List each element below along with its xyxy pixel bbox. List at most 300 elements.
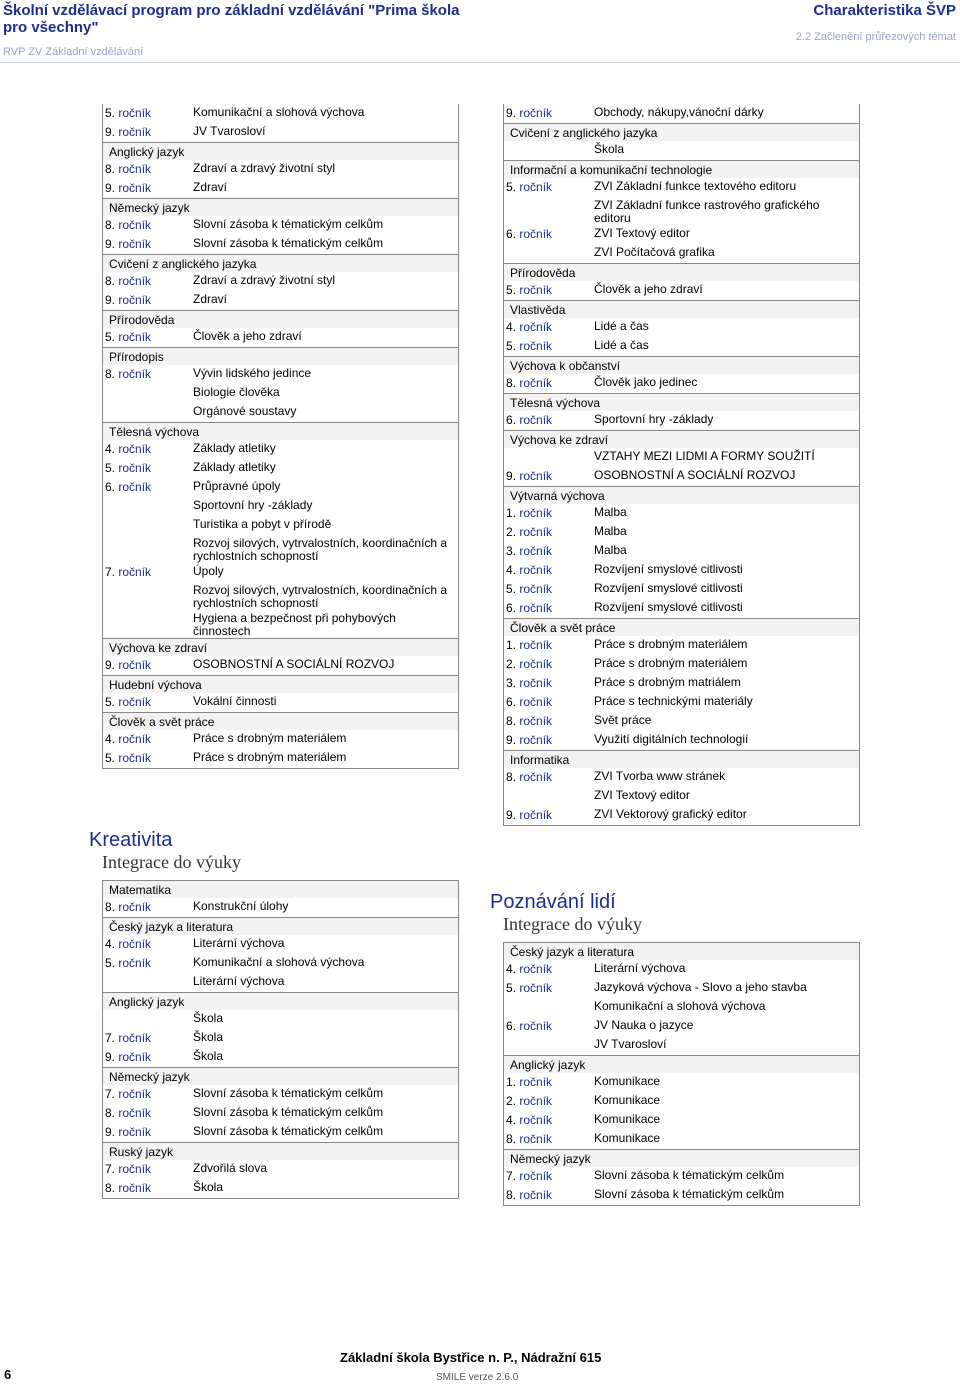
table-row [504, 281, 859, 300]
grade-cell [105, 565, 151, 579]
grade-number: 9. [105, 658, 119, 672]
grade-number: 8. [506, 1132, 520, 1146]
subject-header [504, 356, 859, 374]
table-row [504, 1017, 859, 1036]
topic-cell: VZTAHY MEZI LIDMI A FORMY SOUŽITÍ [594, 449, 815, 463]
table-row [504, 712, 859, 731]
topic-cell: OSOBNOSTNÍ A SOCIÁLNÍ ROZVOJ [193, 657, 395, 671]
table-row [504, 197, 859, 225]
grade-unit: ročník [118, 237, 152, 251]
grade-number: 8. [506, 714, 520, 728]
table-row [103, 516, 458, 535]
grade-unit: ročník [118, 956, 152, 970]
grade-cell [506, 676, 552, 690]
topic-cell: Komunikační a slohová výchova [193, 105, 365, 119]
topic-cell: Člověk a jeho zdraví [594, 282, 703, 296]
grade-number: 9. [105, 237, 119, 251]
grade-unit: ročník [519, 638, 553, 652]
grade-number: 4. [506, 962, 520, 976]
grade-cell [506, 1169, 552, 1183]
table-row [504, 1186, 859, 1205]
topic-cell: Škola [193, 1011, 224, 1025]
subject-label: Anglický jazyk [109, 145, 185, 159]
topic-cell: Biologie člověka [193, 385, 280, 399]
grade-cell [105, 751, 151, 765]
grade-number: 7. [105, 565, 119, 579]
topic-cell: Práce s technickými materiály [594, 694, 753, 708]
topic-cell: Práce s drobným materiálem [594, 637, 748, 651]
subject-label: Anglický jazyk [109, 995, 185, 1009]
table-row [103, 478, 458, 497]
table-row [504, 1111, 859, 1130]
subject-header [504, 750, 859, 768]
grade-number: 8. [105, 1106, 119, 1120]
grade-unit: ročník [118, 695, 152, 709]
grade-cell [105, 900, 151, 914]
grade-number: 9. [506, 469, 520, 483]
topic-cell: Zdvořilá slova [193, 1161, 268, 1175]
grade-number: 5. [105, 461, 119, 475]
grade-unit: ročník [519, 1075, 553, 1089]
subject-label: Cvičení z anglického jazyka [109, 257, 257, 271]
subject-header [103, 1067, 458, 1085]
grade-cell [105, 162, 151, 176]
topic-cell: Malba [594, 505, 627, 519]
grade-number: 6. [506, 1019, 520, 1033]
subject-header [103, 638, 458, 656]
grade-cell [506, 283, 552, 297]
table-row [103, 384, 458, 403]
table-row [504, 178, 859, 197]
table-row [103, 1104, 458, 1123]
grade-unit: ročník [118, 732, 152, 746]
grade-number: 7. [105, 1162, 119, 1176]
topic-cell: Komunikační a slohová výchova [193, 955, 365, 969]
grade-unit: ročník [118, 106, 152, 120]
table-row [504, 504, 859, 523]
topic-cell: Slovní zásoba k tématickým celkům [193, 217, 384, 231]
subject-header [103, 992, 458, 1010]
table-row [103, 123, 458, 142]
grade-unit: ročník [519, 733, 553, 747]
table-row [504, 104, 859, 123]
grade-cell [105, 480, 151, 494]
subject-header [504, 393, 859, 411]
topic-cell: Literární výchova [594, 961, 686, 975]
grade-number: 8. [105, 1181, 119, 1195]
topic-cell: Slovní zásoba k tématickým celkům [193, 1105, 384, 1119]
grade-cell [506, 1113, 552, 1127]
grade-unit: ročník [519, 180, 553, 194]
left-column [102, 104, 459, 769]
grade-number: 8. [506, 376, 520, 390]
grade-cell [105, 1181, 151, 1195]
table-row [103, 1160, 458, 1179]
poznavani-table-wrap [503, 942, 860, 1206]
grade-unit: ročník [519, 544, 553, 558]
grade-number: 7. [105, 1087, 119, 1101]
subject-header [103, 142, 458, 160]
grade-unit: ročník [519, 563, 553, 577]
topic-cell: Zdraví a zdravý životní styl [193, 161, 336, 175]
table-row [103, 160, 458, 179]
subject-header [103, 198, 458, 216]
grade-cell [506, 638, 552, 652]
topic-cell: Sportovní hry -základy [594, 412, 714, 426]
table-row [504, 225, 859, 244]
grade-number: 6. [506, 601, 520, 615]
grade-number: 2. [506, 525, 520, 539]
kreativita-heading: Kreativita [89, 829, 173, 851]
grade-number: 9. [105, 125, 119, 139]
table-row [504, 655, 859, 674]
table-row [103, 459, 458, 478]
table-row [103, 535, 458, 563]
topic-cell: Zdraví [193, 180, 228, 194]
topic-cell: Člověk a jeho zdraví [193, 329, 302, 343]
table-row [504, 244, 859, 263]
subject-label: Výchova ke zdraví [109, 641, 208, 655]
grade-unit: ročník [118, 181, 152, 195]
grade-unit: ročník [118, 1031, 152, 1045]
subject-label: Výchova ke zdraví [510, 433, 609, 447]
table-row [504, 1036, 859, 1055]
table-row [504, 337, 859, 356]
topic-cell: JV Tvarosloví [193, 124, 266, 138]
grade-unit: ročník [519, 413, 553, 427]
grade-number: 3. [506, 544, 520, 558]
topic-cell: Konstrukční úlohy [193, 899, 289, 913]
subject-label: Tělesná výchova [510, 396, 601, 410]
grade-cell [105, 442, 151, 456]
subject-header [504, 618, 859, 636]
table-row [103, 954, 458, 973]
topic-cell: Rozvoj silových, vytrvalostních, koordinačních a rychlostních schopností [193, 536, 448, 563]
table-row [504, 561, 859, 580]
grade-unit: ročník [519, 106, 553, 120]
table-row [504, 542, 859, 561]
grade-unit: ročník [519, 981, 553, 995]
grade-cell [506, 106, 552, 120]
table-row [103, 610, 458, 638]
grade-cell [105, 956, 151, 970]
grade-cell [506, 339, 552, 353]
topic-cell: Škola [193, 1030, 224, 1044]
grade-unit: ročník [519, 657, 553, 671]
grade-number: 8. [506, 1188, 520, 1202]
table-row [103, 1085, 458, 1104]
grade-cell [105, 1050, 151, 1064]
topic-cell: ZVI Tvorba www stránek [594, 769, 726, 783]
grade-unit: ročník [118, 125, 152, 139]
header-divider [0, 62, 960, 63]
grade-number: 9. [105, 181, 119, 195]
topic-cell: Práce s drobným materiálem [193, 731, 347, 745]
grade-cell [506, 506, 552, 520]
subject-label: Informatika [510, 753, 570, 767]
subject-header [504, 160, 859, 178]
footer-school: Základní škola Bystřice n. P., Nádražní 615 [340, 1350, 602, 1365]
table-row [103, 328, 458, 347]
table-row [103, 440, 458, 459]
grade-unit: ročník [118, 1162, 152, 1176]
topic-cell: Využití digitálních technologií [594, 732, 749, 746]
topic-cell: Malba [594, 543, 627, 557]
table-row [103, 693, 458, 712]
topic-cell: Průpravné úpoly [193, 479, 281, 493]
grade-cell [105, 461, 151, 475]
grade-unit: ročník [118, 274, 152, 288]
topic-cell: OSOBNOSTNÍ A SOCIÁLNÍ ROZVOJ [594, 468, 796, 482]
grade-cell [506, 695, 552, 709]
subject-header [504, 1055, 859, 1073]
table-row [504, 960, 859, 979]
grade-cell [105, 181, 151, 195]
grade-cell [506, 1094, 552, 1108]
grade-number: 5. [105, 695, 119, 709]
subject-header [103, 347, 458, 365]
grade-number: 8. [105, 162, 119, 176]
grade-cell [506, 180, 552, 194]
grade-cell [506, 563, 552, 577]
grade-unit: ročník [118, 565, 152, 579]
subject-header [504, 123, 859, 141]
kreativita-subheading: Integrace do výuky [102, 852, 241, 872]
topic-cell: Vokální činnosti [193, 694, 277, 708]
topic-cell: Komunikace [594, 1074, 661, 1088]
table-row [504, 768, 859, 787]
grade-number: 5. [105, 751, 119, 765]
grade-number: 4. [105, 937, 119, 951]
grade-unit: ročník [118, 218, 152, 232]
topic-cell: JV Tvarosloví [594, 1037, 667, 1051]
grade-unit: ročník [118, 1181, 152, 1195]
grade-cell [105, 732, 151, 746]
table-row [504, 141, 859, 160]
table-row [103, 216, 458, 235]
grade-number: 5. [105, 330, 119, 344]
grade-cell [105, 1162, 151, 1176]
page-number: 6 [4, 1367, 12, 1382]
subject-label: Člověk a svět práce [510, 621, 616, 635]
topic-cell: ZVI Textový editor [594, 226, 690, 240]
subject-label: Německý jazyk [510, 1152, 591, 1166]
subject-label: Přírodopis [109, 350, 164, 364]
grade-number: 6. [506, 695, 520, 709]
topic-cell: Rozvíjení smyslové citlivosti [594, 581, 743, 595]
table-row [103, 365, 458, 384]
table-row [103, 582, 458, 610]
grade-unit: ročník [519, 962, 553, 976]
topic-cell: ZVI Základní funkce textového editoru [594, 179, 797, 193]
subject-label: Německý jazyk [109, 1070, 190, 1084]
grade-cell [506, 544, 552, 558]
grade-unit: ročník [519, 601, 553, 615]
grade-number: 1. [506, 1075, 520, 1089]
topic-cell: Práce s drobným materiálem [193, 750, 347, 764]
table-row [504, 411, 859, 430]
grade-unit: ročník [118, 442, 152, 456]
grade-number: 8. [506, 770, 520, 784]
subject-label: Hudební výchova [109, 678, 202, 692]
grade-cell [105, 937, 151, 951]
topic-cell: Zdraví a zdravý životní styl [193, 273, 336, 287]
grade-number: 7. [506, 1169, 520, 1183]
grade-unit: ročník [519, 320, 553, 334]
grade-cell [506, 962, 552, 976]
grade-cell [506, 582, 552, 596]
grade-unit: ročník [519, 1113, 553, 1127]
grade-cell [105, 218, 151, 232]
grade-number: 5. [506, 981, 520, 995]
table-row [504, 787, 859, 806]
table-row [504, 806, 859, 825]
grade-cell [105, 367, 151, 381]
grade-number: 5. [506, 582, 520, 596]
grade-unit: ročník [519, 1019, 553, 1033]
topic-cell: Svět práce [594, 713, 652, 727]
grade-cell [506, 981, 552, 995]
grade-cell [506, 1019, 552, 1033]
grade-cell [105, 274, 151, 288]
topic-cell: ZVI Počítačová grafika [594, 245, 715, 259]
topic-cell: Vývin lidského jedince [193, 366, 312, 380]
grade-number: 4. [506, 563, 520, 577]
subject-header [504, 300, 859, 318]
table-row [103, 973, 458, 992]
grade-unit: ročník [519, 227, 553, 241]
grade-cell [105, 125, 151, 139]
table-row [103, 898, 458, 917]
grade-cell [105, 1106, 151, 1120]
grade-number: 6. [506, 227, 520, 241]
grade-number: 5. [506, 180, 520, 194]
grade-unit: ročník [118, 1125, 152, 1139]
subject-label: Tělesná výchova [109, 425, 200, 439]
subject-header [103, 917, 458, 935]
topic-cell: Slovní zásoba k tématickým celkům [594, 1187, 785, 1201]
topic-cell: Jazyková výchova - Slovo a jeho stavba [594, 980, 807, 994]
grade-cell [105, 658, 151, 672]
grade-cell [506, 320, 552, 334]
table-row [103, 403, 458, 422]
subject-header [504, 1149, 859, 1167]
subject-header [103, 712, 458, 730]
grade-number: 9. [105, 1125, 119, 1139]
grade-number: 1. [506, 638, 520, 652]
topic-cell: Lidé a čas [594, 319, 649, 333]
subject-header [504, 486, 859, 504]
subject-header [504, 263, 859, 281]
table-row [103, 497, 458, 516]
grade-unit: ročník [519, 714, 553, 728]
topic-cell: Základy atletiky [193, 441, 276, 455]
table-row [504, 674, 859, 693]
grade-unit: ročník [519, 1094, 553, 1108]
subject-label: Výchova k občanství [510, 359, 621, 373]
grade-cell [506, 770, 552, 784]
topic-cell: Úpoly [193, 564, 224, 578]
grade-number: 4. [506, 320, 520, 334]
table-row [504, 1167, 859, 1186]
grade-cell [506, 469, 552, 483]
grade-cell [506, 601, 552, 615]
topic-cell: Sportovní hry -základy [193, 498, 313, 512]
subject-label: Ruský jazyk [109, 1145, 174, 1159]
subject-label: Člověk a svět práce [109, 715, 215, 729]
grade-number: 2. [506, 1094, 520, 1108]
table-row [504, 636, 859, 655]
grade-number: 6. [105, 480, 119, 494]
header-subtitle-right: 2.2 Začlenění průřezových témat [795, 31, 956, 43]
topic-cell: Slovní zásoba k tématickým celkům [193, 1086, 384, 1100]
table-row [504, 693, 859, 712]
grade-unit: ročník [519, 770, 553, 784]
subject-label: Cvičení z anglického jazyka [510, 126, 658, 140]
table-row [504, 1092, 859, 1111]
poznavani-subheading: Integrace do výuky [503, 914, 642, 934]
grade-unit: ročník [118, 751, 152, 765]
table-row [504, 1130, 859, 1149]
table-row [103, 1179, 458, 1198]
grade-unit: ročník [118, 900, 152, 914]
table-row [103, 1048, 458, 1067]
grade-unit: ročník [519, 339, 553, 353]
grade-cell [105, 695, 151, 709]
topic-cell: Orgánové soustavy [193, 404, 297, 418]
grade-unit: ročník [519, 582, 553, 596]
table-row [103, 291, 458, 310]
grade-number: 8. [105, 274, 119, 288]
grade-cell [105, 1125, 151, 1139]
grade-number: 5. [506, 339, 520, 353]
footer-version: SMILE verze 2.6.0 [436, 1372, 519, 1383]
poznavani-heading: Poznávání lidí [490, 891, 616, 913]
grade-number: 5. [506, 283, 520, 297]
grade-number: 2. [506, 657, 520, 671]
grade-unit: ročník [118, 293, 152, 307]
subject-header [103, 254, 458, 272]
subject-label: Výtvarná výchova [510, 489, 605, 503]
grade-cell [105, 237, 151, 251]
table-row [504, 467, 859, 486]
right-table-continued [503, 104, 860, 826]
grade-number: 7. [105, 1031, 119, 1045]
topic-cell: Literární výchova [193, 936, 285, 950]
subject-label: Anglický jazyk [510, 1058, 586, 1072]
table-row [103, 1010, 458, 1029]
table-row [504, 731, 859, 750]
grade-unit: ročník [118, 1050, 152, 1064]
grade-unit: ročník [118, 1106, 152, 1120]
grade-cell [506, 1075, 552, 1089]
table-row [504, 523, 859, 542]
topic-cell: Slovní zásoba k tématickým celkům [193, 1124, 384, 1138]
table-row [504, 998, 859, 1017]
grade-cell [506, 227, 552, 241]
topic-cell: Malba [594, 524, 627, 538]
topic-cell: ZVI Základní funkce rastrového grafického editoru [594, 198, 820, 225]
table-row [103, 1029, 458, 1048]
table-row [504, 1073, 859, 1092]
topic-cell: Rozvíjení smyslové citlivosti [594, 562, 743, 576]
subject-label: Český jazyk a literatura [510, 945, 635, 959]
grade-cell [105, 1031, 151, 1045]
grade-unit: ročník [519, 1132, 553, 1146]
subject-label: Vlastivěda [510, 303, 566, 317]
subject-header [504, 942, 859, 960]
grade-number: 8. [105, 218, 119, 232]
